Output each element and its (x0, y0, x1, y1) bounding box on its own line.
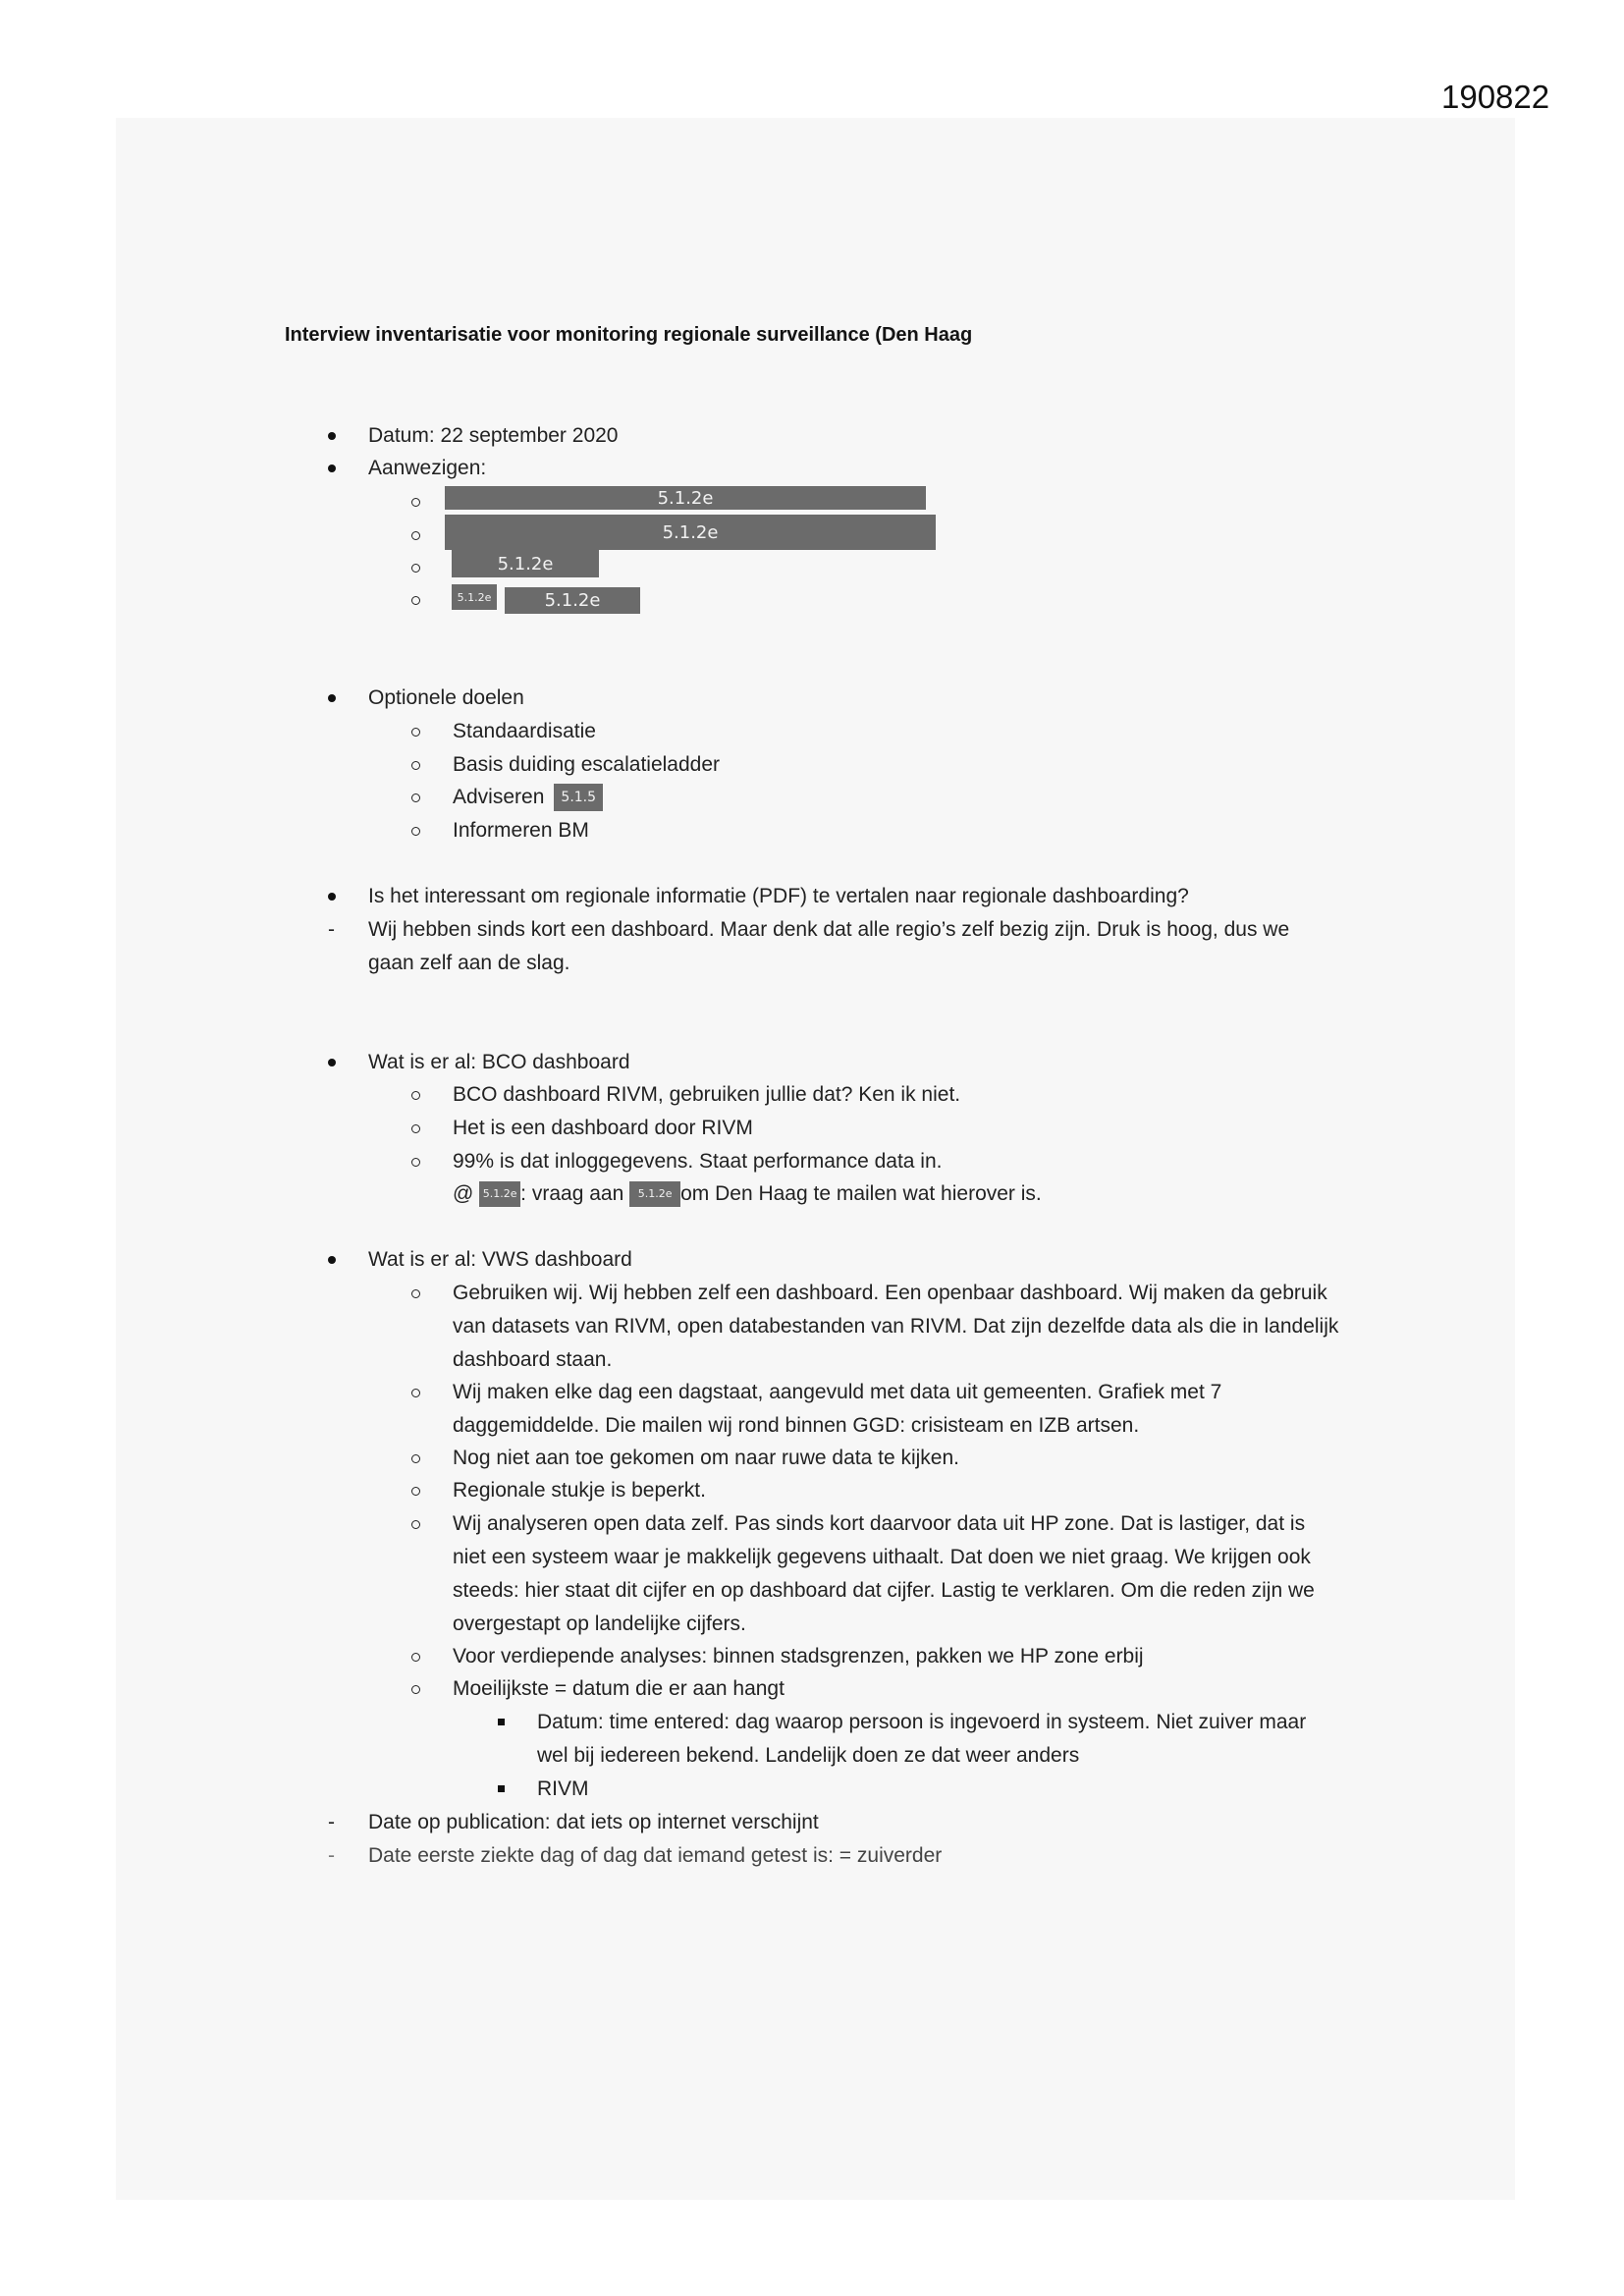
list-item-line: Voor verdiepende analyses: binnen stadsgrenzen, pakken we HP zone erbij (453, 1645, 1144, 1667)
circle-bullet-icon (411, 1124, 420, 1133)
list-item-line: Nog niet aan toe gekomen om naar ruwe data te kijken. (453, 1447, 959, 1469)
list-item-line: daggemiddelde. Die mailen wij rond binnen GGD: crisisteam en IZB artsen. (453, 1414, 1140, 1437)
list-item-line: Wij maken elke dag een dagstaat, aangevuld met data uit gemeenten. Grafiek met 7 (453, 1381, 1222, 1403)
list-item-line: steeds: hier staat dit cijfer en op dashboard dat cijfer. Lastig te verklaren. Om die reden zijn we (453, 1579, 1315, 1602)
bullet-icon (328, 1059, 336, 1066)
answer-line: Wij hebben sinds kort een dashboard. Maar denk dat alle regio’s zelf bezig zijn. Druk is hoog, dus we (368, 918, 1290, 941)
list-item-line: Wij analyseren open data zelf. Pas sinds kort daarvoor data uit HP zone. Dat is lastiger, dat is (453, 1512, 1306, 1535)
dash-marker: - (328, 1844, 335, 1867)
redaction-box: 5.1.2e (445, 486, 926, 510)
redaction-box: 5.1.2e (505, 587, 640, 614)
list-item-line: Gebruiken wij. Wij hebben zelf een dashboard. Een openbaar dashboard. Wij maken da gebruik (453, 1282, 1327, 1304)
redaction-box: 5.1.2e (445, 515, 936, 550)
sub-item-line: wel bij iedereen bekend. Landelijk doen ze dat weer anders (537, 1744, 1080, 1767)
action-middle: : vraag aan (520, 1182, 624, 1205)
redaction-box: 5.1.2e (629, 1181, 680, 1207)
circle-bullet-icon (411, 596, 420, 605)
section-heading: Wat is er al: BCO dashboard (368, 1051, 630, 1073)
circle-bullet-icon (411, 728, 420, 737)
answer-line: gaan zelf aan de slag. (368, 952, 570, 974)
circle-bullet-icon (411, 793, 420, 802)
bullet-icon (328, 1256, 336, 1264)
datum-text: Datum: 22 september 2020 (368, 424, 619, 447)
circle-bullet-icon (411, 1520, 420, 1529)
circle-bullet-icon (411, 1091, 420, 1100)
dash-marker: - (328, 1811, 335, 1833)
list-item-line: Regionale stukje is beperkt. (453, 1479, 706, 1502)
circle-bullet-icon (411, 531, 420, 540)
list-item-line: van datasets van RIVM, open databestanden van RIVM. Dat zijn dezelfde data als die in landelijk (453, 1315, 1339, 1338)
action-prefix: @ (453, 1182, 474, 1205)
redaction-box: 5.1.2e (479, 1181, 520, 1207)
document-number: 190822 (1441, 79, 1550, 115)
square-bullet-icon (498, 1785, 505, 1792)
list-item: Het is een dashboard door RIVM (453, 1117, 753, 1139)
list-item: BCO dashboard RIVM, gebruiken jullie dat? Ken ik niet. (453, 1083, 961, 1106)
dash-item: Date eerste ziekte dag of dag dat iemand getest is: = zuiverder (368, 1844, 943, 1867)
circle-bullet-icon (411, 827, 420, 836)
section-heading: Wat is er al: VWS dashboard (368, 1248, 632, 1271)
dash-marker: - (328, 918, 335, 941)
circle-bullet-icon (411, 761, 420, 770)
sub-item-line: RIVM (537, 1777, 589, 1800)
bullet-icon (328, 432, 336, 440)
circle-bullet-icon (411, 1487, 420, 1496)
list-item: Basis duiding escalatieladder (453, 753, 721, 776)
redaction-box: 5.1.5 (554, 784, 603, 811)
question-text: Is het interessant om regionale informatie (PDF) te vertalen naar regionale dashboarding? (368, 885, 1189, 907)
circle-bullet-icon (411, 1158, 420, 1167)
list-item-line: Moeilijkste = datum die er aan hangt (453, 1677, 785, 1700)
bullet-icon (328, 465, 336, 472)
circle-bullet-icon (411, 1653, 420, 1662)
list-item: Informeren BM (453, 819, 589, 842)
bullet-icon (328, 893, 336, 901)
circle-bullet-icon (411, 498, 420, 507)
document-title: Interview inventarisatie voor monitoring regionale surveillance (Den Haag (285, 324, 973, 346)
list-item: 99% is dat inloggegevens. Staat performance data in. (453, 1150, 943, 1173)
square-bullet-icon (498, 1719, 505, 1725)
circle-bullet-icon (411, 1289, 420, 1298)
sub-item-line: Datum: time entered: dag waarop persoon is ingevoerd in systeem. Niet zuiver maar (537, 1711, 1307, 1733)
action-line (453, 1177, 1042, 1211)
dash-item: Date op publication: dat iets op internet verschijnt (368, 1811, 819, 1833)
list-item-adviseren (453, 781, 603, 814)
list-item-line: niet een systeem waar je makkelijk gegevens uithaalt. Dat doen we niet graag. We krijgen ook (453, 1546, 1311, 1568)
circle-bullet-icon (411, 564, 420, 573)
bullet-icon (328, 694, 336, 702)
list-item: Standaardisatie (453, 720, 596, 742)
optionele-doelen-label: Optionele doelen (368, 686, 524, 709)
circle-bullet-icon (411, 1454, 420, 1463)
aanwezigen-label: Aanwezigen: (368, 457, 487, 479)
action-suffix: om Den Haag te mailen wat hierover is. (680, 1182, 1042, 1205)
list-item-line: dashboard staan. (453, 1348, 613, 1371)
list-item-line: overgestapt op landelijke cijfers. (453, 1613, 746, 1635)
circle-bullet-icon (411, 1685, 420, 1694)
redaction-box: 5.1.2e (452, 550, 599, 577)
redaction-box: 5.1.2e (452, 584, 497, 610)
circle-bullet-icon (411, 1389, 420, 1397)
list-item-text: Adviseren (453, 786, 545, 808)
